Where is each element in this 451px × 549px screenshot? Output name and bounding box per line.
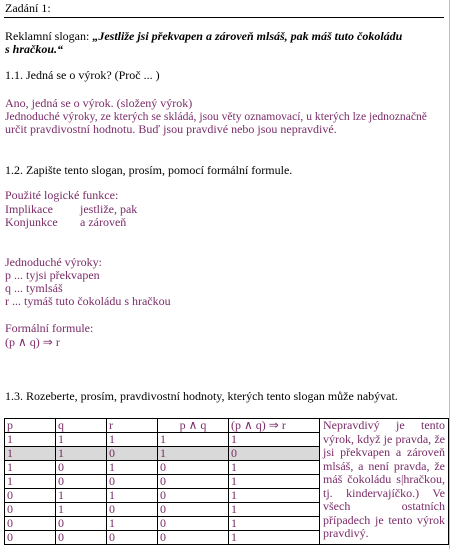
slogan-text-1: „Jestliže jsi překvapen a zároveň mlsáš, pak máš tuto čokoládu — [92, 29, 403, 43]
cell-r: 0 — [107, 503, 158, 517]
q1-heading: 1.1. Jedná se o výrok? (Proč ... ) — [5, 68, 160, 82]
q2-heading: 1.2. Zapište tento slogan, prosím, pomocí formální formule. — [5, 163, 293, 177]
q3-heading: 1.3. Rozeberte, prosím, pravdivostní hodnoty, kterých tento slogan může nabývat. — [5, 389, 398, 403]
function-desc-conjunction: a zároveň — [80, 215, 127, 229]
cell-p: 0 — [5, 531, 56, 545]
slogan-text-2: s hračkou.“ — [5, 42, 64, 56]
cell-q: 1 — [56, 447, 107, 461]
cell-implication: 1 — [229, 531, 320, 545]
cell-p-and-q: 0 — [158, 475, 229, 489]
task-title: Zadání 1: — [5, 1, 51, 15]
cell-p: 0 — [5, 503, 56, 517]
cell-p: 1 — [5, 475, 56, 489]
header-r: r — [107, 419, 158, 433]
cell-q: 1 — [56, 503, 107, 517]
truth-table-note: Nepravdivý je tento výrok, když je pravda, že jsi překvapen a zároveň mlsáš, a není pravda, že máš čokoládu s|hračkou, tj. kindervajíčko.) Ve všech ostatních případech je tento výrok pravdivý. — [320, 419, 449, 545]
simple-statement-p: p ... tyjsi překvapen — [5, 268, 100, 282]
cell-r: 1 — [107, 517, 158, 531]
cell-p-and-q: 0 — [158, 531, 229, 545]
simple-heading: Jednoduché výroky: — [5, 255, 102, 269]
function-name-conjunction: Konjunkce — [5, 215, 58, 229]
cell-r: 1 — [107, 461, 158, 475]
cell-p-and-q: 1 — [158, 433, 229, 447]
cell-q: 1 — [56, 489, 107, 503]
cell-p: 1 — [5, 447, 56, 461]
cell-q: 1 — [56, 433, 107, 447]
q1-answer-2: Jednoduché výroky, ze kterých se skládá, jsou věty oznamovací, u kterých lze jednoznačně — [5, 110, 427, 123]
cell-q: 0 — [56, 531, 107, 545]
page-margin-line — [449, 0, 450, 549]
cell-implication: 0 — [229, 447, 320, 461]
truth-table — [4, 418, 449, 545]
q1-answer-1: Ano, jedná se o výrok. (složený výrok) — [5, 96, 193, 110]
function-desc-implication: jestliže, pak — [80, 202, 138, 216]
simple-statement-r: r ... tymáš tuto čokoládu s hračkou — [5, 294, 171, 308]
cell-implication: 1 — [229, 475, 320, 489]
cell-q: 0 — [56, 517, 107, 531]
truth-table-header — [5, 419, 449, 433]
cell-p: 0 — [5, 489, 56, 503]
cell-p: 1 — [5, 433, 56, 447]
cell-p: 1 — [5, 461, 56, 475]
slogan-line-1 — [5, 30, 402, 43]
function-name-implication: Implikace — [5, 202, 53, 216]
cell-p-and-q: 0 — [158, 503, 229, 517]
cell-implication: 1 — [229, 433, 320, 447]
formal-heading: Formální formule: — [5, 321, 94, 335]
cell-implication: 1 — [229, 461, 320, 475]
header-p: p — [5, 419, 56, 433]
cell-p-and-q: 0 — [158, 517, 229, 531]
cell-r: 0 — [107, 475, 158, 489]
cell-implication: 1 — [229, 517, 320, 531]
header-implication: (p ∧ q) ⇒ r — [229, 419, 320, 433]
cell-r: 0 — [107, 531, 158, 545]
simple-statement-q: q ... tymlsáš — [5, 281, 63, 295]
formula: (p ∧ q) ⇒ r — [5, 335, 60, 349]
cell-p-and-q: 0 — [158, 461, 229, 475]
title-rule — [4, 17, 444, 18]
cell-q: 0 — [56, 475, 107, 489]
header-p-and-q: p ∧ q — [158, 419, 229, 433]
cell-p-and-q: 1 — [158, 447, 229, 461]
cell-r: 0 — [107, 447, 158, 461]
slogan-label: Reklamní slogan: — [5, 29, 93, 43]
cell-q: 0 — [56, 461, 107, 475]
cell-r: 1 — [107, 489, 158, 503]
cell-implication: 1 — [229, 489, 320, 503]
cell-p: 0 — [5, 517, 56, 531]
functions-heading: Použité logické funkce: — [5, 188, 119, 202]
header-q: q — [56, 419, 107, 433]
q1-answer-3: určit pravdivostní hodnotu. Buď jsou pravdivé nebo jsou nepravdivé. — [5, 122, 337, 136]
cell-implication: 1 — [229, 503, 320, 517]
cell-r: 1 — [107, 433, 158, 447]
cell-p-and-q: 0 — [158, 489, 229, 503]
